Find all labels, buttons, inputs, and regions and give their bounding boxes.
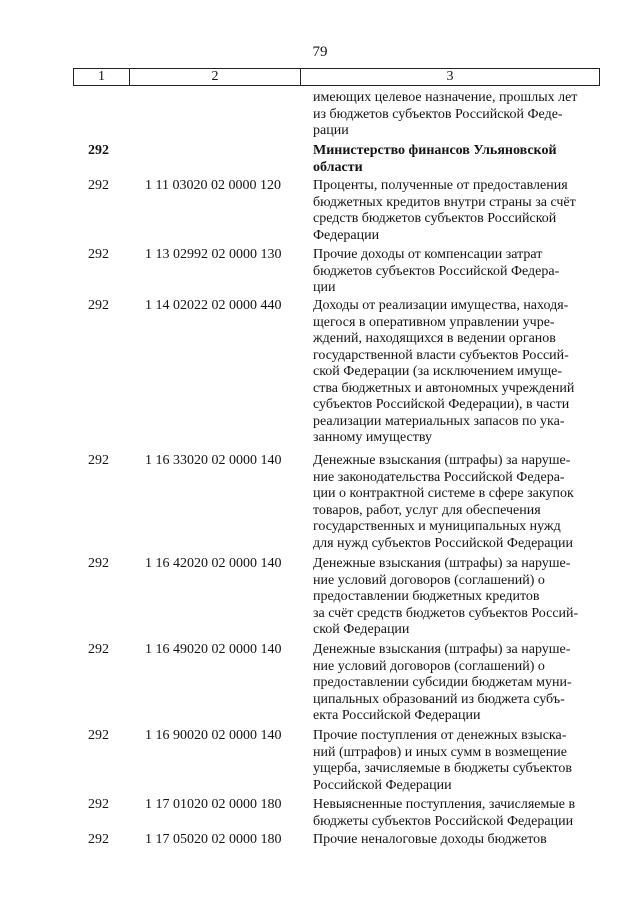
- income-description: Прочие доходы от компенсации затрат бюджетов субъектов Российской Федера- ции: [313, 247, 560, 295]
- income-code: 1 16 90020 02 0000 140: [145, 728, 282, 743]
- income-description: Прочие неналоговые доходы бюджетов: [313, 832, 547, 847]
- income-description: Доходы от реализации имущества, находя- щегося в оперативном управлении учре- ждений, находящихся в ведении органов государственной власти субъектов Россий- ской Федерации (за исключением имуще- ства бюджетных и автономных учреждений субъектов Российской Федерации), в части реализации материальных запасов по ука- занному имуществу: [313, 298, 575, 445]
- income-code: 1 16 49020 02 0000 140: [145, 642, 282, 657]
- admin-code: 292: [88, 298, 109, 313]
- income-description: Прочие поступления от денежных взыска- ний (штрафов) и иных сумм в возмещение ущерба, зачисляемые в бюджеты субъектов Российской Федерации: [313, 728, 572, 793]
- admin-code: 292: [88, 832, 109, 847]
- admin-code: 292: [88, 556, 109, 571]
- header-col-2: 2: [130, 69, 301, 85]
- header-col-3: 3: [446, 69, 454, 84]
- income-description: Денежные взыскания (штрафы) за наруше- ние условий договоров (соглашений) о предоставлении субсидии бюджетам муни- ципальных образований из бюджета субъ- екта Российской Федерации: [313, 642, 572, 723]
- admin-code: 292: [88, 247, 109, 262]
- admin-code: 292: [88, 797, 109, 812]
- income-description: Невыясненные поступления, зачисляемые в бюджеты субъектов Российской Федерации: [313, 797, 576, 829]
- income-code: 1 14 02022 02 0000 440: [145, 298, 282, 313]
- table-header: [73, 68, 600, 86]
- income-code: 1 16 42020 02 0000 140: [145, 556, 282, 571]
- income-code: 1 13 02992 02 0000 130: [145, 247, 282, 262]
- income-code: 1 11 03020 02 0000 120: [145, 178, 281, 193]
- income-code: 1 17 01020 02 0000 180: [145, 797, 282, 812]
- income-code: 1 16 33020 02 0000 140: [145, 453, 282, 468]
- income-description: Проценты, полученные от предоставления бюджетных кредитов внутри страны за счёт средств бюджетов субъектов Российской Федерации: [313, 178, 576, 243]
- administrator-name: Министерство финансов Ульяновской области: [313, 143, 557, 175]
- income-description: Денежные взыскания (штрафы) за наруше- ние условий договоров (соглашений) о предоставлении бюджетных кредитов за счёт средств бюджетов субъектов Россий- ской Федерации: [313, 556, 579, 637]
- header-col-1: 1: [74, 69, 130, 85]
- admin-code: 292: [88, 728, 109, 743]
- admin-code: 292: [88, 178, 109, 193]
- page-number: 79: [312, 44, 328, 60]
- admin-code: 292: [88, 642, 109, 657]
- income-description: Денежные взыскания (штрафы) за наруше- ние законодательства Российской Федера- ции о контрактной системе в сфере закупок товаров, работ, услуг для обеспечения государственных и муниципальных нужд для нужд субъектов Российской Федерации: [313, 453, 574, 551]
- admin-code: 292: [88, 143, 109, 158]
- admin-code: 292: [88, 453, 109, 468]
- income-code: 1 17 05020 02 0000 180: [145, 832, 282, 847]
- income-description: имеющих целевое назначение, прошлых лет из бюджетов субъектов Российской Феде- рации: [313, 90, 578, 138]
